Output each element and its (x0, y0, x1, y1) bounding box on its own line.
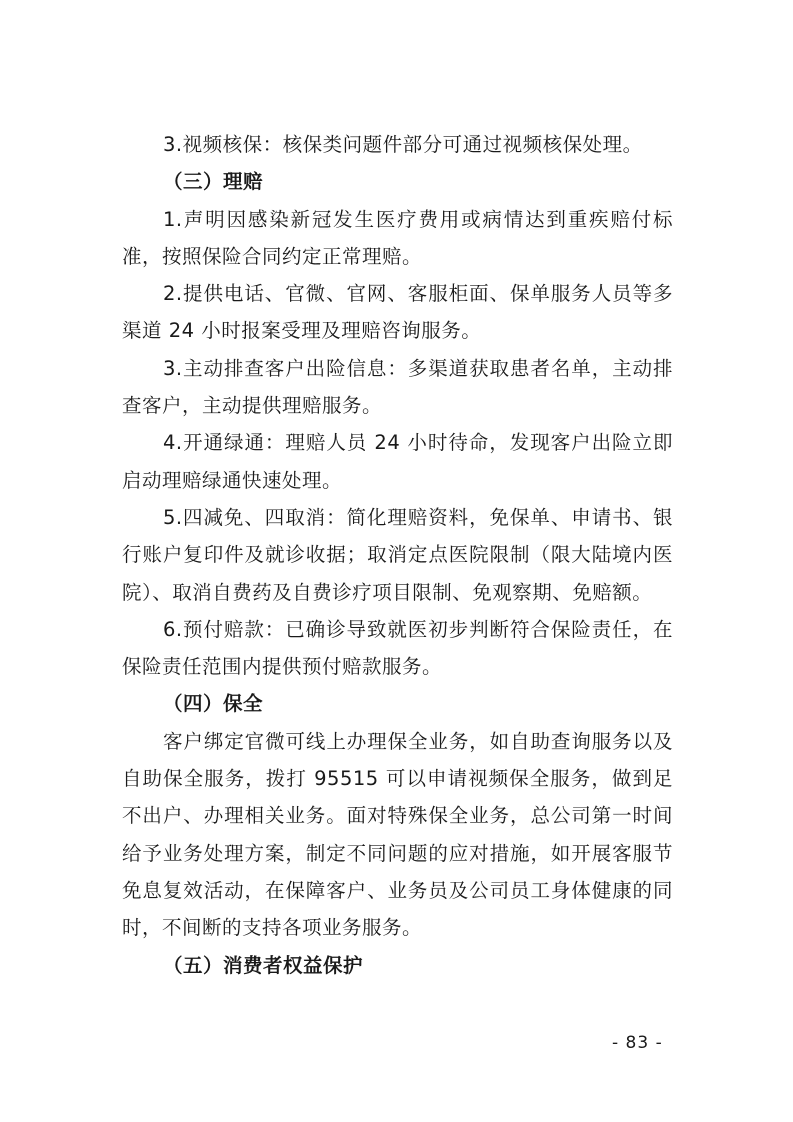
section-heading-claims: （三）理赔 (163, 170, 264, 194)
paragraph-claims-3: 3.主动排查客户出险信息：多渠道获取患者名单，主动排查客户，主动提供理赔服务。 (122, 356, 673, 418)
paragraph-claims-4: 4.开通绿通：理赔人员 24 小时待命，发现客户出险立即启动理赔绿通快速处理。 (122, 431, 673, 492)
paragraph-claims-1: 1.声明因感染新冠发生医疗费用或病情达到重疾赔付标准，按照保险合同约定正常理赔。 (122, 207, 673, 268)
page-body (122, 126, 673, 984)
paragraph-claims-5: 5.四减免、四取消：简化理赔资料，免保单、申请书、银行账户复印件及就诊收据；取消定点医院限制（限大陆境内医院）、取消自费药及自费诊疗项目限制、免观察期、免赔额。 (122, 505, 673, 604)
paragraph-claims-2: 2.提供电话、官微、官网、客服柜面、保单服务人员等多渠道 24 小时报案受理及理赔咨询服务。 (122, 282, 673, 343)
page-number: - 83 - (612, 1033, 663, 1053)
paragraph-claims-6: 6.预付赔款：已确诊导致就医初步判断符合保险责任，在保险责任范围内提供预付赔款服务。 (122, 617, 673, 679)
section-heading-preservation: （四）保全 (163, 692, 264, 716)
section-heading-consumer-protection: （五）消费者权益保护 (163, 953, 364, 977)
paragraph-video-underwriting: 3.视频核保：核保类问题件部分可通过视频核保处理。 (163, 133, 643, 156)
paragraph-preservation: 客户绑定官微可线上办理保全业务，如自助查询服务以及自助保全服务，拨打 95515 可以申请视频保全服务，做到足不出户、办理相关业务。面对特殊保全业务，总公司第一时间给予业务处理方案，制定不同问题的应对措施，如开展客服节免息复效活动，在保障客户、业务员及公司员工身体健康的同时，不间断的支持各项业务服务。 (122, 729, 673, 940)
